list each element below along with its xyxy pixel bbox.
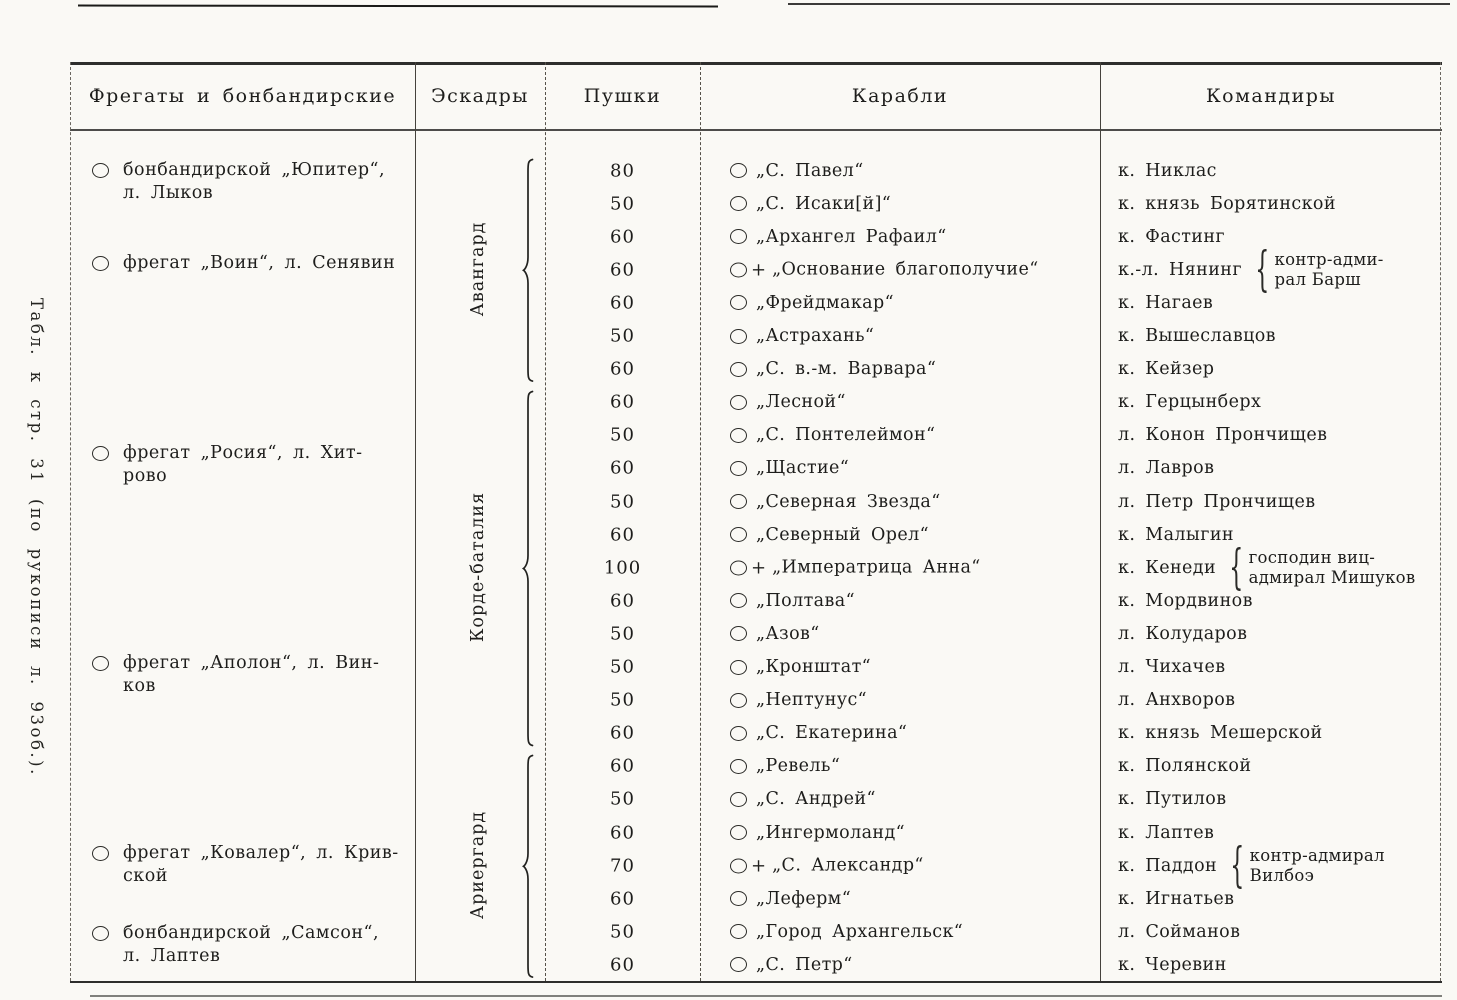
- guns-value: 50: [610, 689, 635, 711]
- ship-name: „Азов“: [756, 623, 820, 644]
- ship-cell: [730, 293, 894, 313]
- commander-name: к. Полянской: [1118, 756, 1252, 777]
- commander-cell: [1118, 690, 1442, 710]
- ship-cell: [730, 557, 981, 578]
- ship-name: „Нептунус“: [756, 690, 868, 711]
- ship-cell: [730, 955, 853, 975]
- ship-name: „Ингермоланд“: [756, 822, 906, 843]
- frigate-entry-line2: рово: [123, 466, 168, 486]
- guns-value: 60: [610, 590, 635, 612]
- commander-cell: [1118, 194, 1442, 214]
- commander-cell: [1118, 889, 1442, 909]
- commander-annotation: [1229, 837, 1385, 894]
- frigate-entry-line2: л. Лыков: [123, 183, 214, 203]
- annotation-brace-icon: {: [1229, 539, 1244, 596]
- column-header-guns: Пушки: [583, 84, 662, 107]
- flagship-plus-icon: +: [751, 855, 767, 877]
- scan-edge-line: [78, 5, 718, 8]
- table-row: [70, 220, 1442, 253]
- ship-circle-icon: [730, 891, 747, 906]
- ship-cell: [730, 889, 851, 909]
- ship-circle-icon: [730, 229, 747, 244]
- commander-cell: [1118, 359, 1442, 379]
- commander-cell: [1118, 161, 1442, 181]
- guns-value: 60: [610, 722, 635, 744]
- frigate-entry: [92, 159, 402, 205]
- frigate-entry-line1: фрегат „Аполон“, л. Вин-: [123, 652, 380, 673]
- ship-circle-icon: [730, 593, 747, 608]
- ship-circle-icon: [730, 660, 747, 675]
- commander-annotation: [1254, 242, 1384, 298]
- commander-name: к. Мордвинов: [1118, 590, 1253, 611]
- ship-cell: [730, 227, 947, 247]
- guns-value: 70: [610, 855, 635, 877]
- ship-cell: [730, 392, 846, 412]
- ship-circle-icon: [730, 924, 747, 939]
- frigate-entry: [92, 842, 402, 888]
- ship-name: „Город Архангельск“: [756, 921, 964, 942]
- table-bottom-border-2: [90, 995, 1442, 997]
- squadron-brace-icon: [521, 754, 535, 979]
- ship-name: „С. Павел“: [756, 160, 864, 181]
- commander-name: к. князь Мешерской: [1118, 723, 1323, 744]
- frigate-entry: [92, 442, 402, 488]
- frigate-entry-line1: фрегат „Воин“, л. Сенявин: [123, 252, 396, 273]
- ship-cell: [730, 425, 935, 445]
- guns-value: 60: [610, 358, 635, 380]
- annotation-line2: Вилбоэ: [1249, 865, 1315, 885]
- fleet-table: [70, 62, 1442, 1000]
- ship-circle-icon: [730, 957, 747, 972]
- commander-cell: [1118, 837, 1442, 894]
- ship-circle-icon: [730, 825, 747, 840]
- commander-name: к. Кенеди: [1118, 557, 1217, 578]
- ship-name: „Императрица Анна“: [772, 557, 981, 578]
- commander-cell: [1118, 425, 1442, 445]
- table-row: [70, 386, 1442, 419]
- frigate-entry: [92, 252, 402, 275]
- annotation-brace-icon: {: [1255, 242, 1270, 298]
- ship-cell: [730, 823, 905, 843]
- commander-name: к. Герцынберх: [1118, 392, 1262, 413]
- commander-name: л. Конон Прончищев: [1118, 425, 1328, 446]
- frigate-entry-line1: фрегат „Росия“, л. Хит-: [123, 443, 363, 463]
- table-row: [70, 539, 1442, 596]
- guns-value: 100: [603, 557, 642, 579]
- frigate-entry-line1: бонбандирской „Юпитер“,: [123, 160, 386, 180]
- frigate-circle-icon: [92, 656, 109, 671]
- ship-cell: [730, 789, 876, 809]
- guns-value: 60: [610, 226, 635, 248]
- column-header-squadrons: Эскадры: [431, 84, 529, 107]
- ship-cell: [730, 525, 929, 545]
- flagship-plus-icon: +: [751, 557, 767, 579]
- ship-circle-icon: [730, 693, 747, 708]
- commander-annotation: [1228, 539, 1416, 596]
- margin-note: Табл. к стр. 31 (по рукописи л. 93об.).: [27, 298, 46, 777]
- frigate-circle-icon: [92, 846, 109, 861]
- ship-name: „Полтава“: [756, 590, 855, 611]
- commander-name: л. Лавров: [1118, 458, 1215, 479]
- squadron-label: Ариергард: [468, 810, 488, 920]
- ship-name: „Северный Орел“: [756, 524, 930, 545]
- ship-name: „С. Александр“: [772, 855, 924, 876]
- guns-value: 50: [610, 491, 635, 512]
- frigate-entry-line1: бонбандирской „Самсон“,: [123, 922, 380, 943]
- ship-name: „Кронштат“: [756, 657, 872, 677]
- ship-cell: [730, 922, 963, 942]
- annotation-line2: адмирал Мишуков: [1248, 567, 1416, 587]
- ship-cell: [730, 657, 871, 677]
- table-row: [70, 750, 1442, 783]
- ship-circle-icon: [730, 759, 747, 774]
- commander-cell: [1118, 227, 1442, 247]
- header-separator-line: [70, 129, 1442, 131]
- guns-value: 60: [610, 954, 635, 976]
- squadron-brace-icon: [521, 158, 535, 383]
- ship-name: „С. Андрей“: [756, 789, 876, 810]
- commander-cell: [1118, 492, 1442, 512]
- table-header: [70, 62, 1442, 129]
- commander-cell: [1118, 789, 1442, 809]
- commander-name: л. Колударов: [1118, 623, 1248, 644]
- commander-cell: [1118, 823, 1442, 843]
- ship-circle-icon: [730, 792, 747, 807]
- ship-name: „С. Исаки[й]“: [756, 193, 892, 214]
- ship-circle-icon: [730, 262, 747, 277]
- ship-name: „С. Екатерина“: [756, 723, 908, 744]
- commander-name: к. Фастинг: [1118, 226, 1226, 247]
- ship-name: „Ревель“: [756, 756, 841, 777]
- guns-value: 50: [610, 921, 635, 943]
- table-row: [70, 286, 1442, 319]
- squadron-label: Корде-баталия: [468, 492, 488, 643]
- ship-cell: [730, 690, 867, 710]
- commander-cell: [1118, 624, 1442, 644]
- ship-circle-icon: [730, 329, 747, 344]
- ship-circle-icon: [730, 461, 747, 476]
- guns-value: 60: [610, 457, 635, 479]
- ship-cell: [730, 756, 840, 776]
- guns-value: 60: [610, 259, 635, 281]
- column-header-frigates: Фрегаты и бонбандирские: [88, 84, 397, 107]
- table-row: [70, 320, 1442, 353]
- commander-name: к. Малыгин: [1118, 524, 1234, 545]
- ship-cell: [730, 161, 864, 181]
- ship-circle-icon: [730, 494, 747, 509]
- guns-value: 60: [610, 822, 635, 843]
- frigate-circle-icon: [92, 256, 109, 271]
- ship-name: „Лесной“: [756, 392, 846, 413]
- commander-cell: [1118, 723, 1442, 743]
- guns-value: 50: [610, 424, 635, 446]
- commander-cell: [1118, 242, 1442, 298]
- ship-name: „Астрахань“: [756, 326, 875, 346]
- ship-circle-icon: [730, 428, 747, 443]
- commander-name: к. князь Борятинской: [1118, 193, 1336, 214]
- ship-cell: [730, 624, 820, 644]
- ship-name: „Архангел Рафаил“: [756, 226, 947, 247]
- commander-cell: [1118, 657, 1442, 677]
- squadron-label: Авангард: [468, 221, 488, 317]
- ship-circle-icon: [730, 726, 747, 741]
- ship-cell: [730, 492, 941, 512]
- commander-name: л. Петр Прончищев: [1118, 491, 1316, 512]
- commander-name: к. Путилов: [1118, 789, 1227, 810]
- commander-cell: [1118, 756, 1442, 776]
- frigate-entry-line2: ков: [123, 675, 156, 696]
- table-row: [70, 353, 1442, 386]
- commander-cell: [1118, 293, 1442, 313]
- guns-value: 80: [610, 160, 635, 181]
- ship-circle-icon: [730, 395, 747, 410]
- commander-name: к. Никлас: [1118, 160, 1217, 181]
- ship-circle-icon: [730, 163, 747, 178]
- guns-value: 50: [610, 325, 635, 347]
- ship-name: „С. Понтелеймон“: [756, 425, 936, 446]
- ship-circle-icon: [730, 626, 747, 641]
- commander-name: к. Черевин: [1118, 954, 1227, 975]
- commander-name: л. Чихачев: [1118, 657, 1226, 677]
- table-row: [70, 717, 1442, 750]
- ship-name: „С. Петр“: [756, 954, 853, 975]
- ship-cell: [730, 591, 855, 611]
- frigate-entry-line2: ской: [123, 865, 168, 886]
- guns-value: 60: [610, 755, 635, 777]
- commander-name: к.-л. Нянинг: [1118, 259, 1242, 280]
- ship-name: „Северная Звезда“: [756, 491, 941, 512]
- frigate-entry: [92, 652, 402, 698]
- commander-name: к. Лаптев: [1118, 822, 1215, 843]
- guns-value: 50: [610, 656, 635, 678]
- ship-cell: [730, 259, 1039, 280]
- column-header-ships: Карабли: [851, 84, 949, 107]
- commander-name: к. Кейзер: [1118, 359, 1215, 380]
- commander-name: к. Нагаев: [1118, 292, 1214, 313]
- commander-cell: [1118, 539, 1442, 596]
- commander-name: к. Игнатьев: [1118, 888, 1235, 909]
- guns-value: 60: [610, 888, 635, 910]
- commander-cell: [1118, 525, 1442, 545]
- annotation-line2: рал Барш: [1274, 269, 1361, 289]
- column-header-commanders: Командиры: [1205, 84, 1337, 107]
- ship-name: „С. в.-м. Варвара“: [756, 359, 937, 380]
- ship-cell: [730, 458, 849, 478]
- guns-value: 60: [610, 391, 635, 413]
- ship-cell: [730, 359, 936, 379]
- guns-value: 60: [610, 524, 635, 546]
- annotation-line1: контр-адмирал: [1249, 845, 1385, 865]
- frigate-entry-line2: л. Лаптев: [123, 945, 221, 966]
- annotation-line1: господин виц-: [1248, 547, 1376, 567]
- table-row: [70, 783, 1442, 816]
- commander-name: л. Сойманов: [1118, 921, 1241, 942]
- ship-circle-icon: [730, 295, 747, 310]
- frigate-circle-icon: [92, 446, 109, 461]
- ship-cell: [730, 194, 891, 214]
- ship-circle-icon: [730, 560, 747, 575]
- scan-edge-line: [788, 3, 1450, 5]
- frigate-circle-icon: [92, 926, 109, 941]
- guns-value: 60: [610, 292, 635, 314]
- commander-cell: [1118, 591, 1442, 611]
- ship-name: „Леферм“: [756, 888, 852, 909]
- table-row: [70, 485, 1442, 518]
- ship-cell: [730, 723, 907, 743]
- ship-circle-icon: [730, 362, 747, 377]
- commander-name: к. Паддон: [1118, 855, 1218, 876]
- ship-circle-icon: [730, 858, 747, 873]
- ship-name: „Основание благополучие“: [772, 259, 1039, 280]
- ship-cell: [730, 855, 924, 876]
- annotation-brace-icon: {: [1230, 837, 1245, 894]
- commander-cell: [1118, 922, 1442, 942]
- commander-cell: [1118, 955, 1442, 975]
- ship-name: „Фрейдмакар“: [756, 292, 894, 313]
- table-row: [70, 584, 1442, 617]
- commander-cell: [1118, 392, 1442, 412]
- commander-name: к. Вышеславцов: [1118, 326, 1276, 346]
- frigate-entry-line1: фрегат „Ковалер“, л. Крив-: [123, 842, 399, 863]
- ship-circle-icon: [730, 527, 747, 542]
- ship-name: „Щастие“: [756, 458, 850, 479]
- flagship-plus-icon: +: [751, 259, 767, 281]
- commander-cell: [1118, 458, 1442, 478]
- frigate-circle-icon: [92, 163, 109, 178]
- guns-value: 50: [610, 788, 635, 810]
- squadron-brace-icon: [521, 390, 535, 747]
- guns-value: 50: [610, 193, 635, 215]
- ship-cell: [730, 326, 874, 346]
- ship-circle-icon: [730, 196, 747, 211]
- guns-value: 50: [610, 623, 635, 645]
- annotation-line1: контр-адми-: [1274, 249, 1384, 269]
- frigate-entry: [92, 922, 402, 968]
- table-row: [70, 617, 1442, 650]
- commander-name: л. Анхворов: [1118, 690, 1236, 711]
- commander-cell: [1118, 326, 1442, 346]
